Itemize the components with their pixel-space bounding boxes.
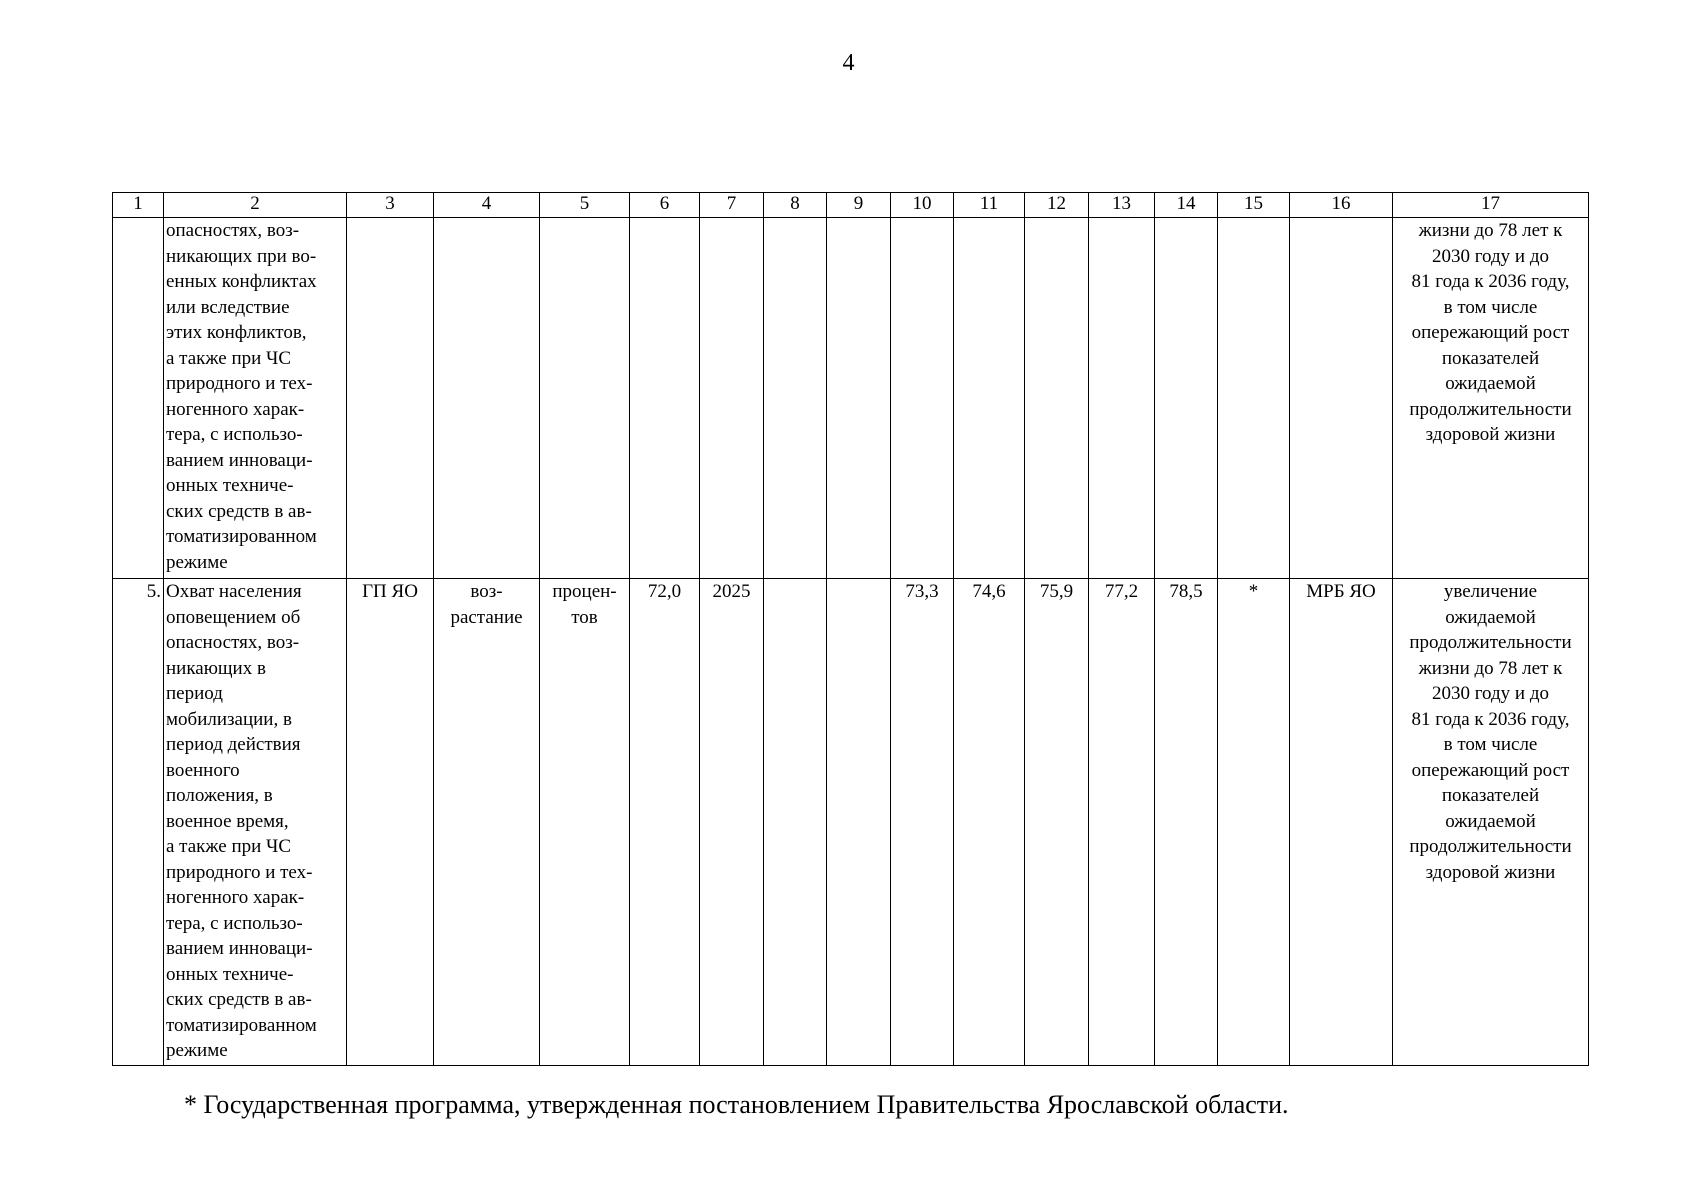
base-year-cell: 2025	[700, 579, 764, 1066]
responsible-cell: МРБ ЯО	[1290, 579, 1393, 1066]
text-line: а также при ЧС	[166, 836, 292, 857]
value-cell-12: 75,9	[1025, 579, 1089, 1066]
text-line: ожидаемой	[1445, 810, 1536, 832]
base-value-cell: 72,0	[630, 579, 700, 1066]
text-line: в том числе	[1443, 734, 1538, 755]
indicator-name-cell	[164, 579, 347, 1066]
column-number: 17	[1393, 193, 1589, 218]
column-number: 11	[954, 193, 1025, 218]
column-number-row	[113, 193, 1589, 218]
text-line: томатизированном	[166, 1014, 317, 1036]
text-line: опережающий рост	[1411, 322, 1570, 343]
text-line: продолжительности	[1409, 632, 1572, 653]
table-row-continued	[113, 218, 1589, 579]
goal-cell	[1393, 218, 1589, 579]
indicator-name-cell	[164, 218, 347, 579]
value-cell-10: 73,3	[891, 579, 954, 1066]
text-line: 2030 году и до	[1431, 245, 1550, 267]
text-line: увеличение	[1443, 581, 1538, 602]
text-line: этих конфликтов,	[166, 322, 307, 343]
text-line: растание	[450, 606, 523, 628]
column-number: 13	[1089, 193, 1155, 218]
column-number: 16	[1290, 193, 1393, 218]
column-number: 1	[113, 193, 164, 218]
column-number: 10	[891, 193, 954, 218]
text-line: продолжительности	[1409, 398, 1572, 420]
text-line: ванием инноваци-	[166, 449, 313, 471]
column-number: 2	[164, 193, 347, 218]
row-number-cell: 5.	[113, 579, 164, 1066]
text-line: ских средств в ав-	[166, 500, 312, 522]
text-line: ских средств в ав-	[166, 989, 312, 1010]
text-line: 81 года к 2036 году,	[1411, 271, 1570, 292]
text-line: томатизированном	[166, 526, 317, 547]
text-line: онных техниче-	[166, 963, 294, 985]
text-line: режиме	[166, 551, 228, 573]
column-number: 7	[700, 193, 764, 218]
page-number: 4	[842, 50, 855, 76]
value-cell-14: 78,5	[1155, 579, 1218, 1066]
text-line: период	[166, 683, 223, 704]
text-line: здоровой жизни	[1425, 424, 1556, 445]
value-cell-13: 77,2	[1089, 579, 1155, 1066]
text-line: опасностях, воз-	[166, 632, 300, 653]
text-line: показателей	[1441, 785, 1540, 806]
text-line: опережающий рост	[1411, 759, 1570, 781]
text-line: период действия	[166, 734, 301, 755]
text-line: 2030 году и до	[1431, 683, 1550, 704]
text-line: военное время,	[166, 810, 289, 832]
text-line: ожидаемой	[1445, 606, 1536, 628]
text-line: положения, в	[166, 785, 273, 806]
text-line: природного и тех-	[166, 373, 313, 394]
column-number: 4	[434, 193, 540, 218]
text-line: никающих при во-	[166, 245, 317, 267]
column-number: 6	[630, 193, 700, 218]
indicator-table	[112, 192, 1589, 1066]
text-line: процен-	[552, 581, 617, 602]
text-line: продолжительности	[1409, 836, 1572, 857]
text-line: Охват населения	[166, 581, 302, 602]
text-line: жизни до 78 лет к	[1418, 657, 1563, 679]
column-number: 15	[1218, 193, 1290, 218]
column-number: 8	[764, 193, 827, 218]
text-line: здоровой жизни	[1425, 861, 1556, 883]
text-line: а также при ЧС	[166, 347, 292, 369]
text-line: никающих в	[166, 657, 266, 679]
unit-cell	[540, 579, 630, 1066]
footnote: * Государственная программа, утвержденная постановлением Правительства Ярославской области.	[184, 1090, 1289, 1119]
text-line: показателей	[1441, 347, 1540, 369]
text-line: режиме	[166, 1040, 228, 1061]
text-line: ногенного харак-	[166, 887, 305, 908]
text-line: опасностях, воз-	[166, 220, 300, 241]
text-line: жизни до 78 лет к	[1418, 220, 1563, 241]
text-line: природного и тех-	[166, 861, 313, 883]
text-line: тера, с использо-	[166, 912, 303, 934]
text-line: енных конфликтах	[166, 271, 317, 292]
text-line: военного	[166, 759, 240, 781]
column-number: 14	[1155, 193, 1218, 218]
source-cell: ГП ЯО	[347, 579, 434, 1066]
text-line: ванием инноваци-	[166, 938, 313, 959]
text-line: воз-	[470, 581, 503, 602]
column-number: 9	[827, 193, 891, 218]
text-line: тов	[571, 606, 598, 628]
column-number: 12	[1025, 193, 1089, 218]
value-cell-8	[764, 579, 827, 1066]
text-line: в том числе	[1443, 296, 1538, 318]
table-row-5	[113, 579, 1589, 1066]
column-number: 5	[540, 193, 630, 218]
goal-cell	[1393, 579, 1589, 1066]
text-line: ногенного харак-	[166, 398, 305, 420]
column-number: 3	[347, 193, 434, 218]
text-line: или вследствие	[166, 296, 290, 318]
row-number-cell	[113, 218, 164, 579]
value-cell-9	[827, 579, 891, 1066]
text-line: 81 года к 2036 году,	[1411, 708, 1570, 730]
text-line: ожидаемой	[1445, 373, 1536, 394]
trend-cell	[434, 579, 540, 1066]
text-line: оповещением об	[166, 606, 301, 628]
document-cell: *	[1218, 579, 1290, 1066]
text-line: тера, с использо-	[166, 424, 303, 445]
text-line: онных техниче-	[166, 475, 294, 496]
value-cell-11: 74,6	[954, 579, 1025, 1066]
text-line: мобилизации, в	[166, 708, 292, 730]
